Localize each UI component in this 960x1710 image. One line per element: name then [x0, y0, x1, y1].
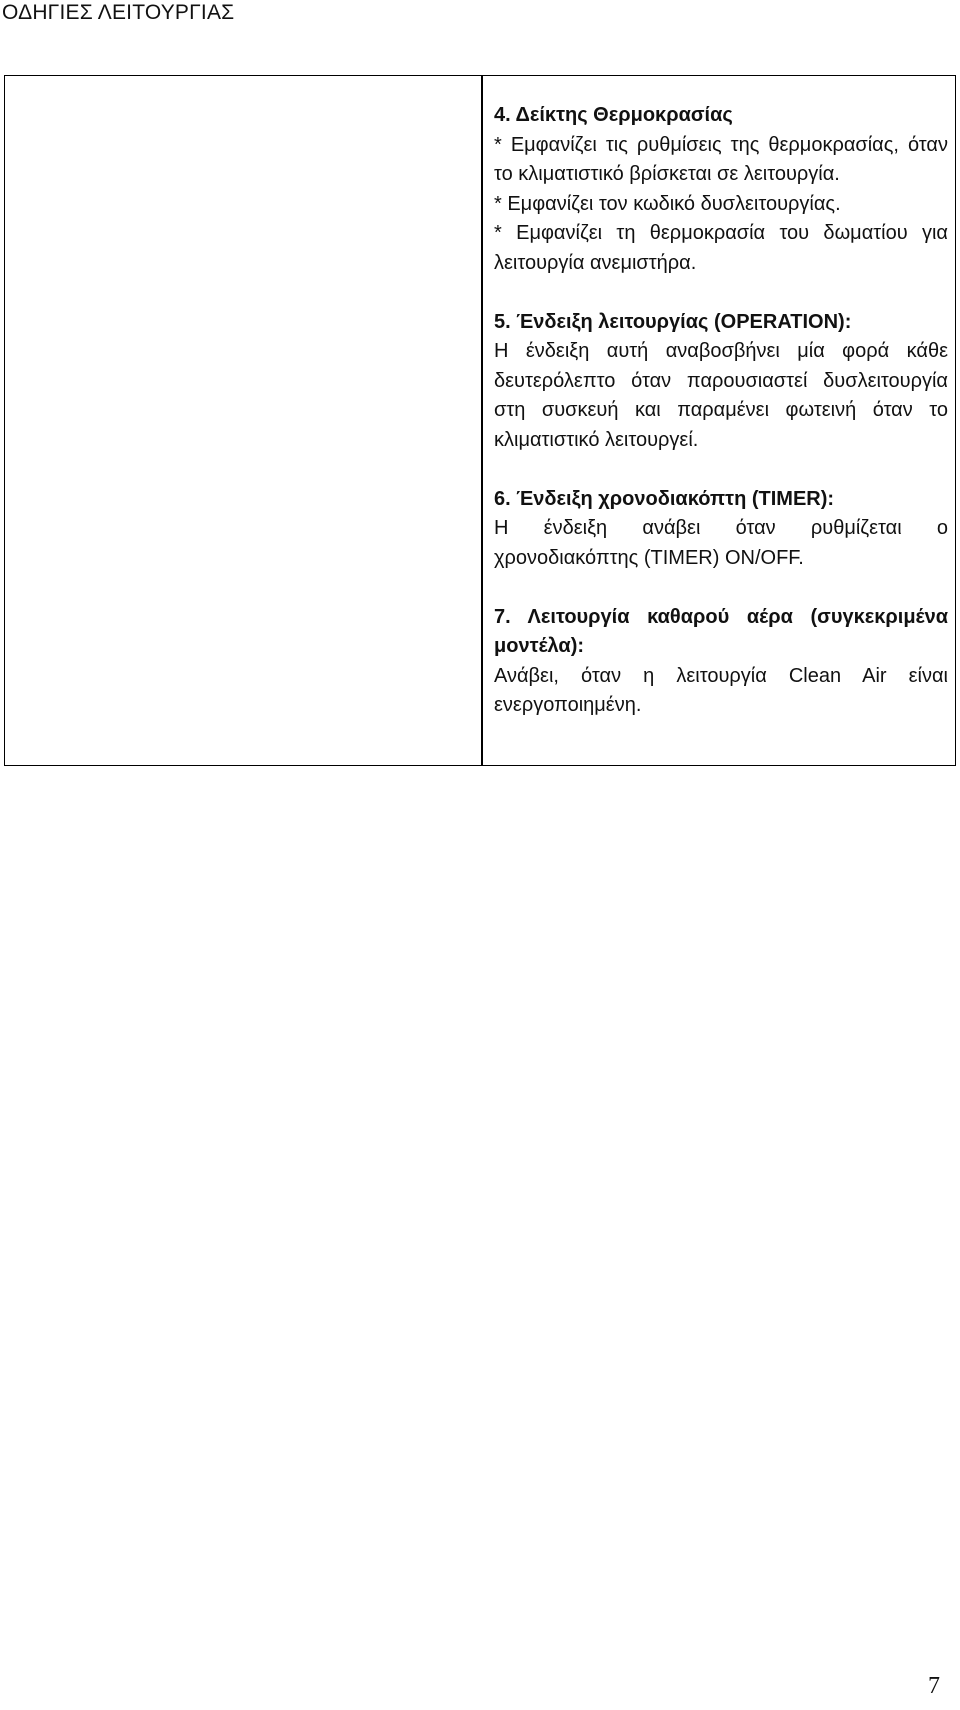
- section-line: * Εμφανίζει τη θερμοκρασία του δωματίου για λειτουργία ανεμιστήρα.: [494, 222, 948, 274]
- section-timer-indicator: [494, 485, 948, 574]
- table-column-divider: [481, 76, 483, 765]
- section-title: 7. Λειτουργία καθαρού αέρα (συγκεκριμένα μοντέλα):: [494, 605, 948, 657]
- section-title: 4. Δείκτης Θερμοκρασίας: [494, 104, 733, 126]
- section-temperature-indicator: [494, 101, 948, 278]
- instructions-cell: [494, 101, 948, 721]
- section-body: Ανάβει, όταν η λειτουργία Clean Air είναι ενεργοποιημένη.: [494, 664, 948, 716]
- page-header-title: ΟΔΗΓΙΕΣ ΛΕΙΤΟΥΡΓΙΑΣ: [2, 1, 235, 24]
- section-title: 6. Ένδειξη χρονοδιακόπτη (TIMER):: [494, 487, 835, 510]
- page-number: 7: [928, 1673, 940, 1699]
- section-body: Η ένδειξη ανάβει όταν ρυθμίζεται ο χρονοδιακόπτης (TIMER) ON/OFF.: [494, 517, 948, 569]
- section-line: * Εμφανίζει τον κωδικό δυσλειτουργίας.: [494, 192, 841, 215]
- section-operation-indicator: [494, 308, 948, 456]
- section-clean-air: [494, 603, 948, 721]
- section-line: * Εμφανίζει τις ρυθμίσεις της θερμοκρασίας, όταν το κλιματιστικό βρίσκεται σε λειτουργία.: [494, 133, 948, 185]
- section-body: Η ένδειξη αυτή αναβοσβήνει μία φορά κάθε δευτερόλεπτο όταν παρουσιαστεί δυσλειτουργία στη συσκευή και παραμένει φωτεινή όταν το κλιματιστικό λειτουργεί.: [494, 340, 948, 451]
- section-title: 5. Ένδειξη λειτουργίας (OPERATION):: [494, 310, 852, 333]
- instructions-table: [4, 75, 956, 766]
